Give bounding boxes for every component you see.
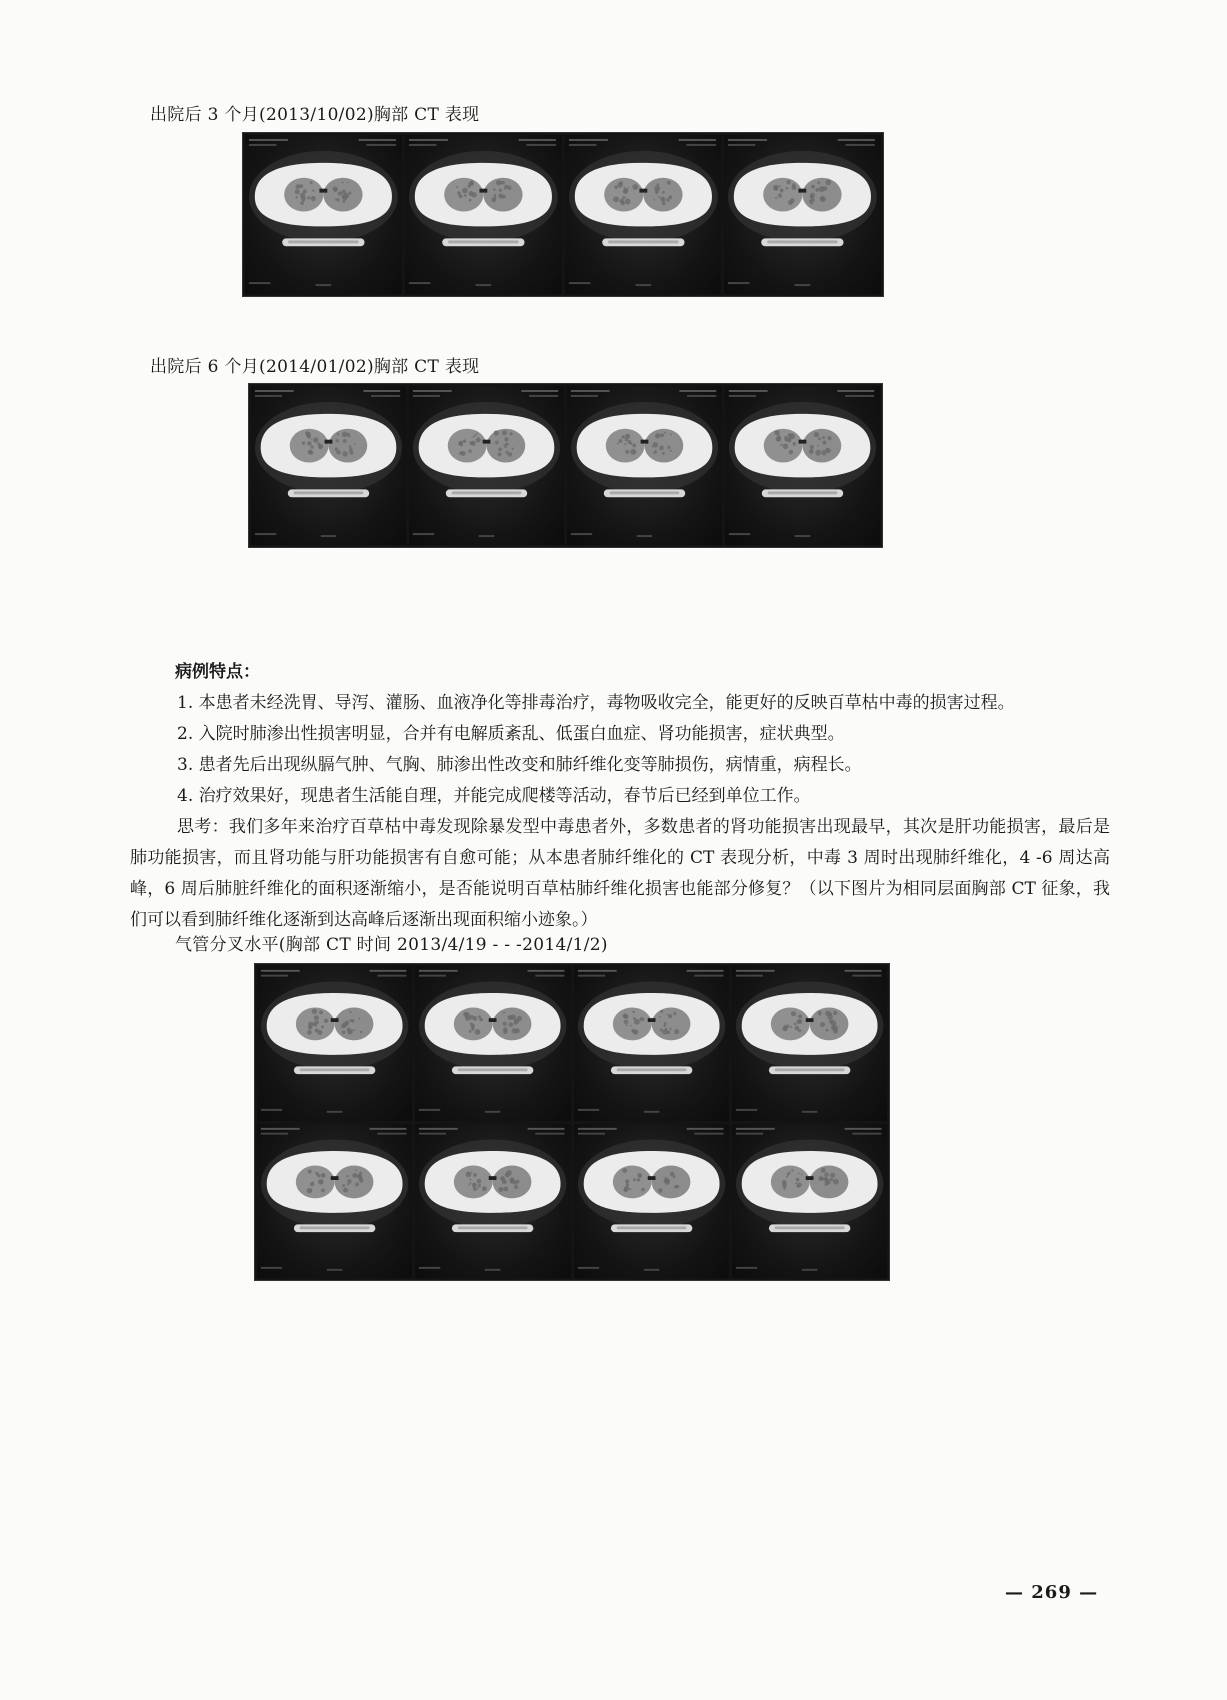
caption-six-months: 出院后 6 个月(2014/01/02)胸部 CT 表现: [150, 357, 480, 377]
case-item: 3. 患者先后出现纵膈气肿、气胸、肺渗出性改变和肺纤维化变等肺损伤，病情重，病程长。: [177, 755, 862, 775]
case-features-title: 病例特点：: [175, 662, 260, 682]
ct-scan-image: [565, 135, 722, 294]
reflection-paragraph: 思考：我们多年来治疗百草枯中毒发现除暴发型中毒患者外，多数患者的肾功能损害出现最早，其次是肝功能损害，最后是肺功能损害，而且肾功能与肝功能损害有自愈可能；从本患者肺纤维化的 CT 表现分析，中毒 3 周时出现肺纤维化，4 -6 周达高峰，6 周后肺脏纤维化的面积逐渐缩小，是否能说明百草枯肺纤维化损害也能部分修复？（以下图片为相同层面胸部 CT 征象，我们可以看到肺纤维化逐渐到达高峰后逐渐出现面积缩小迹象。）: [130, 817, 1110, 930]
case-item: 2. 入院时肺渗出性损害明显，合并有电解质紊乱、低蛋白血症、肾功能损害，症状典型。: [177, 724, 845, 744]
ct-scan-image: [724, 135, 881, 294]
ct-scan-image: [415, 1124, 570, 1279]
ct-scan-image: [574, 966, 729, 1121]
case-item: 1. 本患者未经洗胃、导泻、灌肠、血液净化等排毒治疗，毒物吸收完全，能更好的反映百草枯中毒的损害过程。: [177, 693, 1015, 713]
ct-scan-image: [415, 966, 570, 1121]
case-features-list: [130, 688, 1110, 936]
ct-scan-image: [405, 135, 562, 294]
ct-image-strip-six-months: [248, 383, 883, 548]
ct-scan-image: [725, 386, 880, 545]
ct-scan-image: [409, 386, 564, 545]
ct-scan-image: [574, 1124, 729, 1279]
ct-image-grid-bifurcation: [254, 963, 890, 1281]
ct-scan-image: [257, 1124, 412, 1279]
page-number: — 269 —: [1005, 1582, 1099, 1603]
ct-scan-image: [567, 386, 722, 545]
ct-scan-image: [257, 966, 412, 1121]
case-item: 4. 治疗效果好，现患者生活能自理，并能完成爬楼等活动，春节后已经到单位工作。: [177, 786, 811, 806]
caption-bifurcation: 气管分叉水平(胸部 CT 时间 2013/4/19 - - -2014/1/2): [175, 935, 608, 955]
caption-three-months: 出院后 3 个月(2013/10/02)胸部 CT 表现: [150, 105, 480, 125]
ct-scan-image: [732, 966, 887, 1121]
ct-scan-image: [732, 1124, 887, 1279]
ct-scan-image: [245, 135, 402, 294]
ct-image-strip-three-months: [242, 132, 884, 297]
ct-scan-image: [251, 386, 406, 545]
